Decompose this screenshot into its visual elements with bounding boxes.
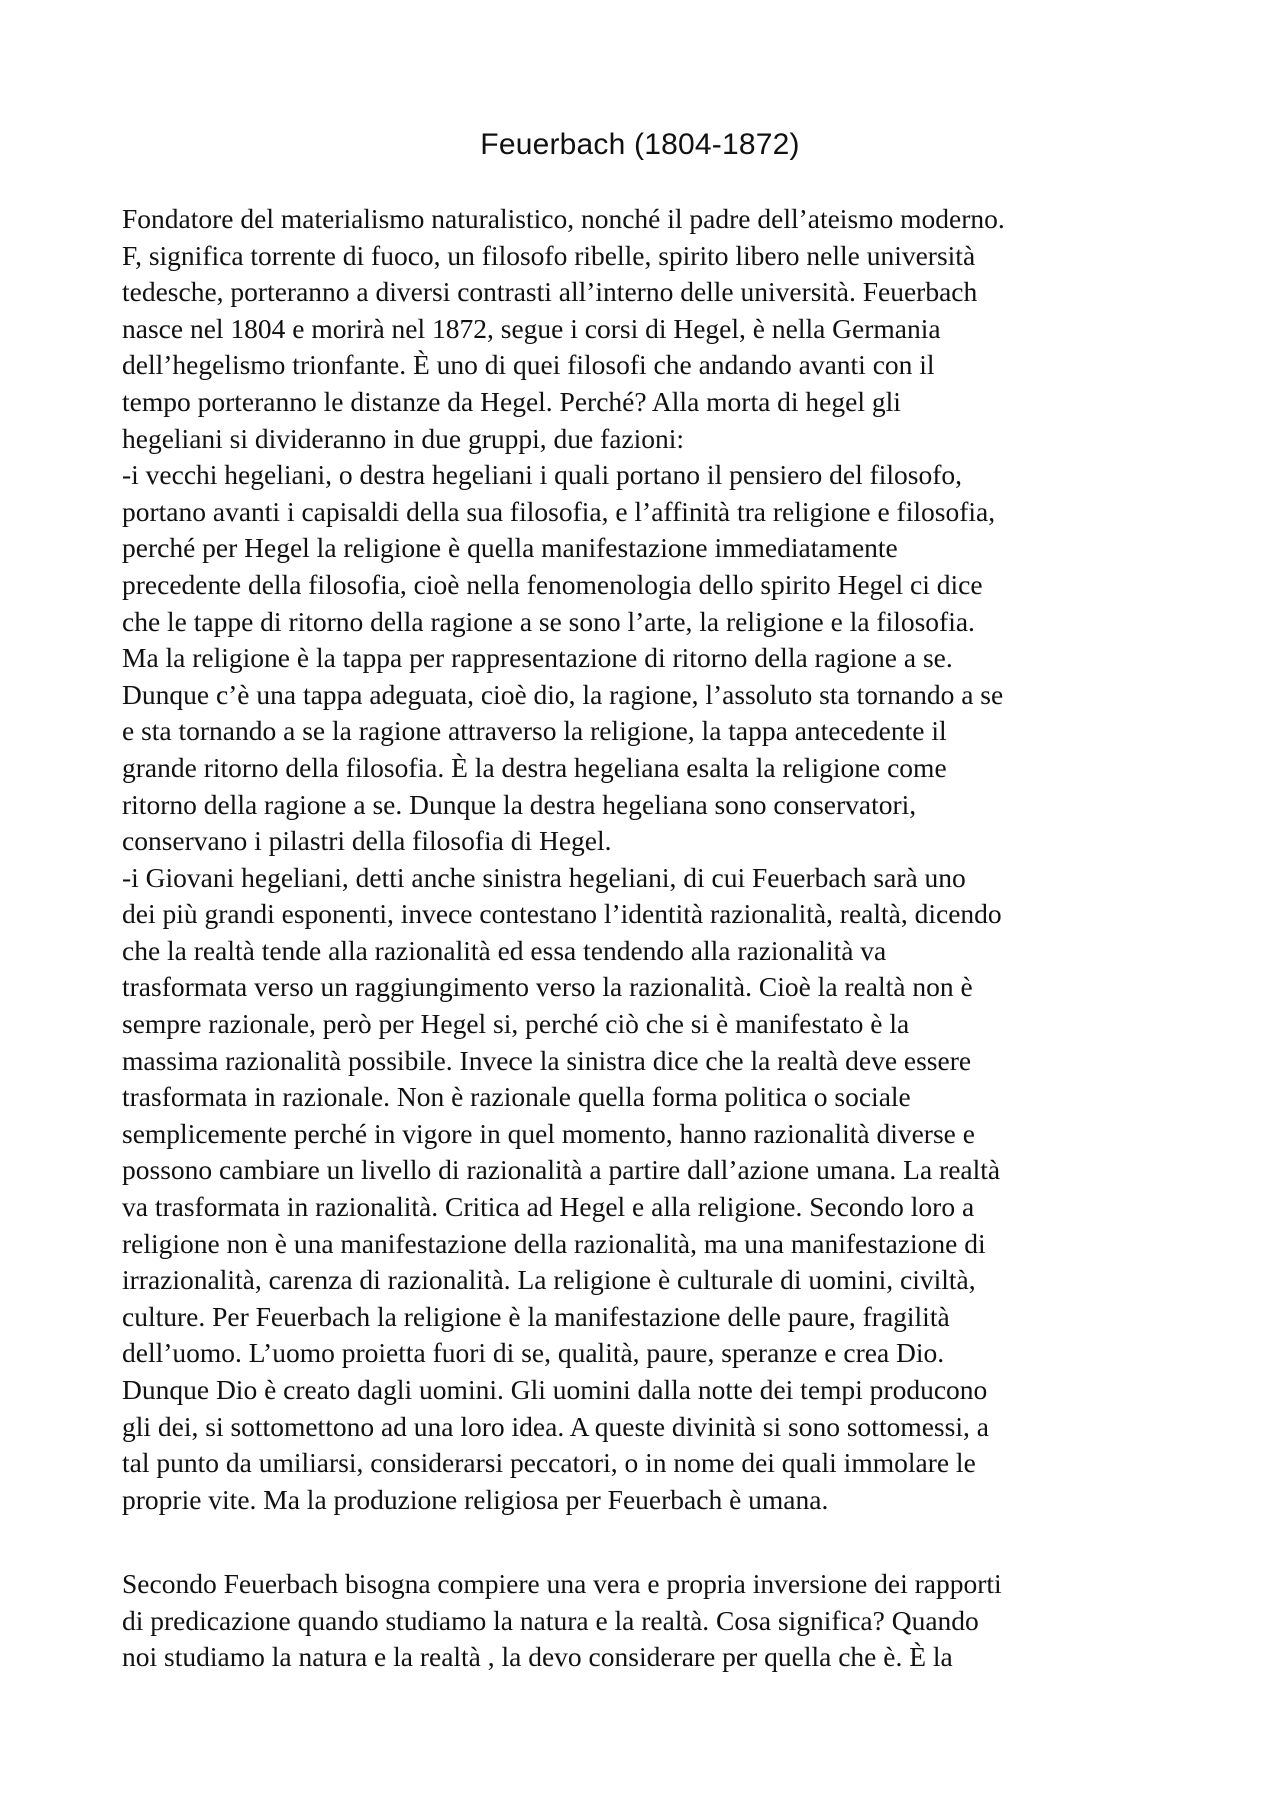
text-line: sempre razionale, però per Hegel si, perché ciò che si è manifestato è la [122, 1008, 910, 1040]
text-line: che la realtà tende alla razionalità ed essa tendendo alla razionalità va [122, 934, 887, 966]
text-line: trasformata in razionale. Non è razionale quella forma politica o sociale [122, 1081, 911, 1113]
text-line: massima razionalità possibile. Invece la sinistra dice che la realtà deve essere [122, 1044, 972, 1076]
text-line: conservano i pilastri della filosofia di Hegel. [122, 825, 612, 857]
text-line: Secondo Feuerbach bisogna compiere una vera e propria inversione dei rapporti [122, 1568, 1002, 1599]
text-line: dell’uomo. L’uomo proietta fuori di se, qualità, paure, speranze e crea Dio. [122, 1337, 945, 1369]
text-line: -i vecchi hegeliani, o destra hegeliani i quali portano il pensiero del filosofo, [122, 459, 963, 491]
text-line: dei più grandi esponenti, invece contestano l’identità razionalità, realtà, dicendo [122, 898, 1002, 930]
paragraph-1 [122, 201, 1172, 1518]
text-line: gli dei, si sottomettono ad una loro idea. A queste divinità si sono sottomessi, a [122, 1410, 989, 1442]
text-line: Fondatore del materialismo naturalistico, nonché il padre dell’ateismo moderno. [122, 203, 1005, 234]
text-line: perché per Hegel la religione è quella manifestazione immediatamente [122, 532, 898, 564]
text-line: va trasformata in razionalità. Critica ad Hegel e alla religione. Secondo loro a [122, 1191, 975, 1223]
text-line: Dunque Dio è creato dagli uomini. Gli uomini dalla notte dei tempi producono [122, 1374, 988, 1405]
text-line: tempo porteranno le distanze da Hegel. Perché? Alla morta di hegel gli [122, 385, 901, 417]
text-line: trasformata verso un raggiungimento verso la razionalità. Cioè la realtà non è [122, 971, 973, 1003]
text-line: -i Giovani hegeliani, detti anche sinistra hegeliani, di cui Feuerbach sarà uno [122, 861, 966, 893]
text-line: e sta tornando a se la ragione attraverso la religione, la tappa antecedente il [122, 715, 947, 747]
text-line: hegeliani si divideranno in due gruppi, due fazioni: [122, 422, 685, 454]
text-line: ritorno della ragione a se. Dunque la destra hegeliana sono conservatori, [122, 788, 917, 820]
text-line: dell’hegelismo trionfante. È uno di quei filosofi che andando avanti con il [122, 349, 935, 381]
text-line: noi studiamo la natura e la realtà , la devo considerare per quella che è. È la [122, 1641, 953, 1673]
text-line: irrazionalità, carenza di razionalità. La religione è culturale di uomini, civiltà, [122, 1264, 976, 1296]
text-line: religione non è una manifestazione della razionalità, ma una manifestazione di [122, 1227, 986, 1259]
text-line: precedente della filosofia, cioè nella fenomenologia dello spirito Hegel ci dice [122, 568, 983, 600]
text-line: portano avanti i capisaldi della sua filosofia, e l’affinità tra religione e filosofia, [122, 495, 996, 527]
text-line: tedesche, porteranno a diversi contrasti all’interno delle università. Feuerbach [122, 276, 978, 308]
page-title: Feuerbach (1804-1872) [480, 128, 800, 161]
text-line: possono cambiare un livello di razionalità a partire dall’azione umana. La realtà [122, 1154, 1001, 1186]
text-line: grande ritorno della filosofia. È la destra hegeliana esalta la religione come [122, 751, 947, 783]
text-line: che le tappe di ritorno della ragione a se sono l’arte, la religione e la filosofia. [122, 605, 975, 637]
text-line: proprie vite. Ma la produzione religiosa per Feuerbach è umana. [122, 1483, 829, 1515]
text-line: culture. Per Feuerbach la religione è la manifestazione delle paure, fragilità [122, 1300, 950, 1332]
text-line: F, significa torrente di fuoco, un filosofo ribelle, spirito libero nelle università [122, 239, 976, 271]
text-line: Ma la religione è la tappa per rappresentazione di ritorno della ragione a se. [122, 642, 953, 674]
text-line: Dunque c’è una tappa adeguata, cioè dio, la ragione, l’assoluto sta tornando a se [122, 678, 1004, 710]
text-line: nasce nel 1804 e morirà nel 1872, segue i corsi di Hegel, è nella Germania [122, 312, 941, 344]
text-line: semplicemente perché in vigore in quel momento, hanno razionalità diverse e [122, 1117, 975, 1149]
paragraph-2 [122, 1566, 1172, 1676]
text-line: di predicazione quando studiamo la natura e la realtà. Cosa significa? Quando [122, 1604, 979, 1636]
text-line: tal punto da umiliarsi, considerarsi peccatori, o in nome dei quali immolare le [122, 1447, 976, 1479]
